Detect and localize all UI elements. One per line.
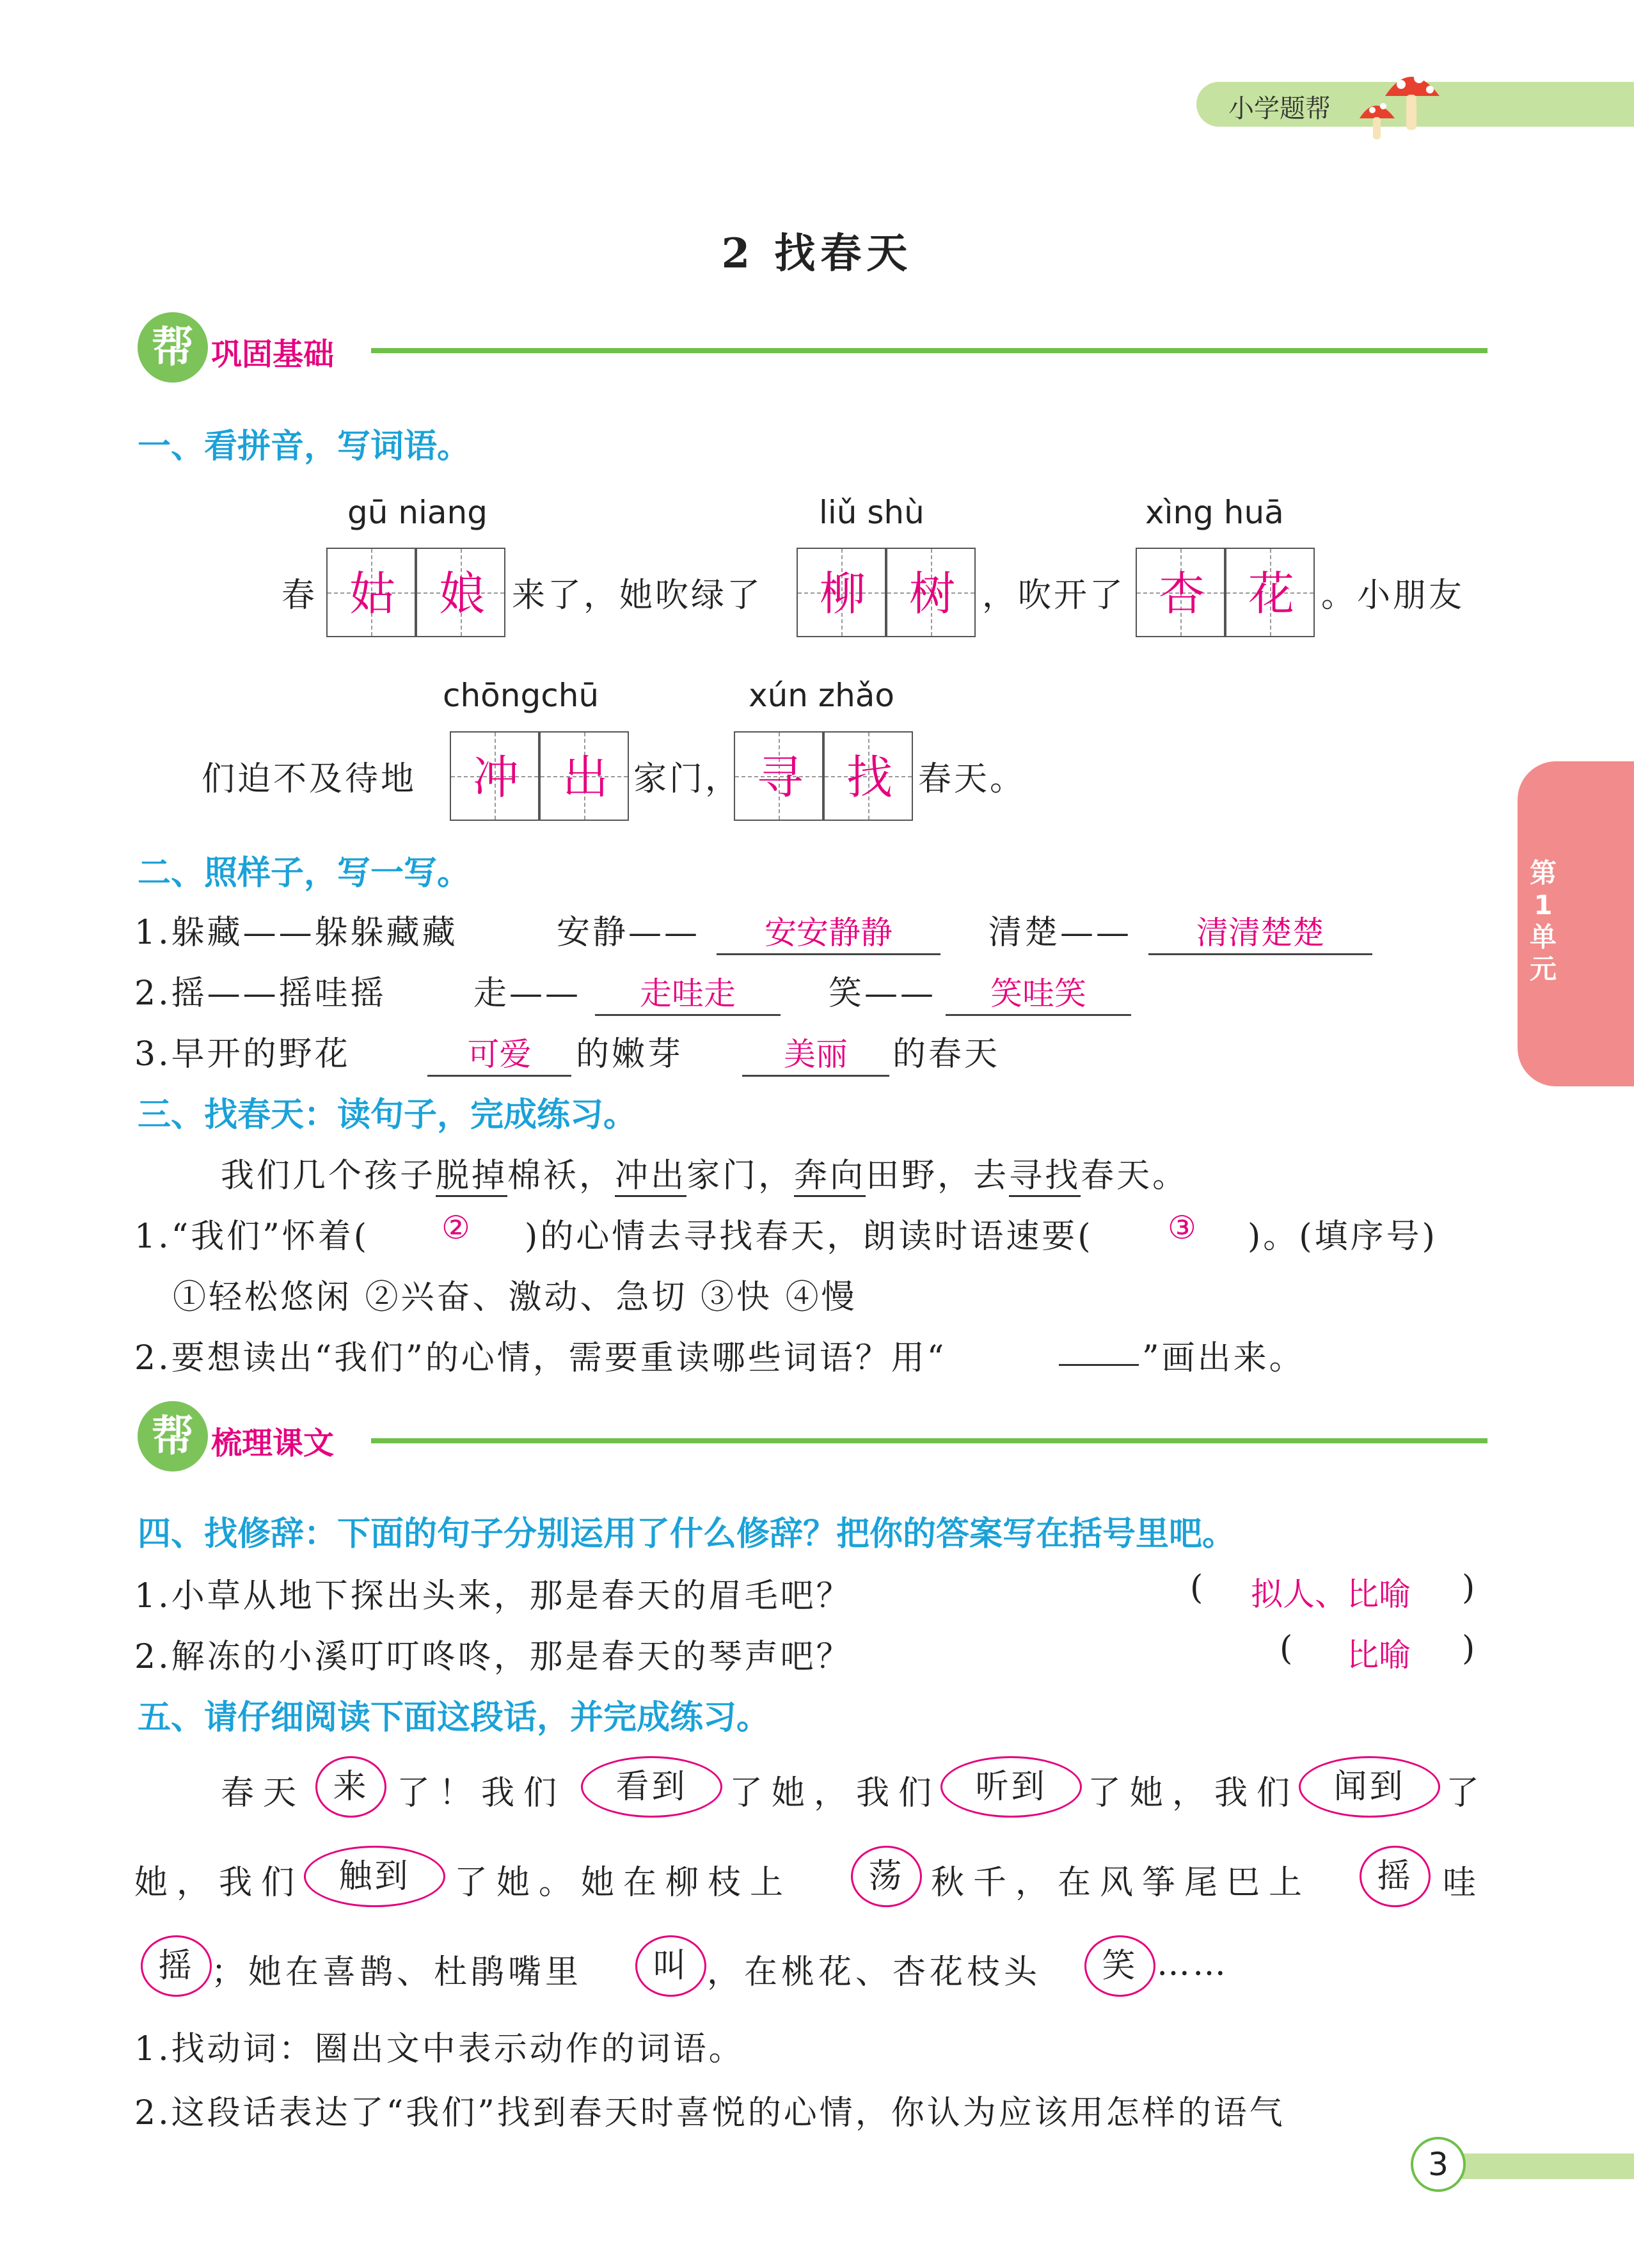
text: 们迫不及待地	[202, 760, 417, 798]
text: 家门，	[686, 1157, 795, 1195]
text: 2.这段话表达了“我们”找到春天时喜悦的心情，你认为应该用怎样的语气	[134, 2094, 1285, 2132]
q1-heading: 一、看拼音，写词语。	[138, 427, 471, 466]
text: 1.找动词：圈出文中表示动作的词语。	[134, 2030, 745, 2068]
circled-verb[interactable]: 荡	[851, 1846, 922, 1907]
text: 春	[282, 576, 318, 615]
answer[interactable]: 比喻	[1347, 1637, 1411, 1674]
answer-blank[interactable]: 可爱	[427, 1029, 571, 1077]
text: 哇	[1443, 1864, 1479, 1902]
q2-heading: 二、照样子，写一写。	[138, 854, 471, 892]
text: 走——	[473, 974, 582, 1013]
underlined-word[interactable]: 冲出	[615, 1157, 686, 1197]
paren: )	[1462, 1630, 1478, 1668]
text: 的嫩芽	[576, 1035, 684, 1074]
circled-verb[interactable]: 来	[315, 1756, 386, 1818]
text: 棉袄，	[507, 1157, 615, 1195]
circled-verb[interactable]: 叫	[635, 1935, 706, 1997]
answer-choice[interactable]: ③	[1168, 1209, 1196, 1246]
circled-verb[interactable]: 听到	[940, 1756, 1082, 1818]
answer-blank[interactable]: 安安静静	[717, 907, 940, 955]
text: 来了，她吹绿了	[512, 576, 763, 615]
paren: (	[1190, 1569, 1206, 1607]
text: 家门，	[633, 760, 742, 798]
text: 春天。	[1081, 1157, 1189, 1195]
text: 田野，去	[866, 1157, 1010, 1195]
paren: (	[1280, 1630, 1296, 1668]
writing-box[interactable]	[539, 731, 629, 821]
answer[interactable]: 拟人、比喻	[1251, 1576, 1411, 1613]
circled-verb[interactable]: 摇	[141, 1935, 212, 1997]
writing-box[interactable]	[734, 731, 823, 821]
section-badge: 帮	[138, 312, 208, 383]
text: 1.小草从地下探出头来，那是春天的眉毛吧？	[134, 1577, 852, 1615]
text: 她，我们	[134, 1864, 304, 1902]
section-divider	[371, 348, 1487, 353]
answer-char: 姑	[349, 567, 395, 621]
section-label: 梳理课文	[211, 1425, 335, 1461]
text: 1.“我们”怀着(	[134, 1217, 370, 1256]
writing-box[interactable]	[416, 548, 505, 637]
text: 了她，我们	[729, 1774, 941, 1812]
underlined-word[interactable]: 寻找	[1009, 1157, 1081, 1197]
q4-heading: 四、找修辞：下面的句子分别运用了什么修辞？把你的答案写在括号里吧。	[138, 1515, 1236, 1553]
answer-char: 杏	[1158, 567, 1205, 621]
brand-label: 小学题帮	[1228, 94, 1331, 123]
section-divider	[371, 1438, 1487, 1443]
section-label: 巩固基础	[211, 337, 335, 372]
text: ，在桃花、杏花枝头	[707, 1953, 1042, 1992]
answer-char: 出	[562, 750, 608, 804]
pinyin: liǔ shù	[819, 494, 924, 531]
text: ”画出来。	[1142, 1339, 1305, 1377]
text: 的春天	[892, 1035, 1001, 1074]
circled-verb[interactable]: 笑	[1084, 1935, 1155, 1997]
text: 安静——	[557, 914, 701, 952]
writing-box[interactable]	[886, 548, 976, 637]
text: ……	[1157, 1945, 1228, 1983]
text: 2.要想读出“我们”的心情，需要重读哪些词语？用“	[134, 1339, 947, 1377]
unit-label: 第1单元	[1529, 857, 1557, 985]
pinyin: xún zhǎo	[749, 677, 895, 714]
answer-char: 冲	[472, 750, 519, 804]
text: 了她，我们	[1088, 1774, 1299, 1812]
answer-char: 树	[908, 567, 955, 621]
writing-box[interactable]	[450, 731, 539, 821]
underline-sample	[1059, 1364, 1139, 1366]
text: ；她在喜鹊、杜鹃嘴里	[211, 1953, 583, 1992]
circled-verb[interactable]: 闻到	[1299, 1756, 1440, 1818]
text: 2.解冻的小溪叮叮咚咚，那是春天的琴声吧？	[134, 1638, 852, 1676]
writing-box[interactable]	[1225, 548, 1315, 637]
text: 了	[1446, 1774, 1482, 1812]
pinyin: xìng huā	[1145, 494, 1284, 531]
text: 2.摇——摇哇摇	[134, 974, 386, 1013]
answer-char: 柳	[819, 567, 866, 621]
text: 笑——	[829, 974, 937, 1013]
text: 1.躲藏——躲躲藏藏	[134, 914, 458, 952]
circled-verb[interactable]: 摇	[1360, 1846, 1431, 1907]
answer-char: 花	[1248, 567, 1294, 621]
text: 清楚——	[988, 914, 1132, 952]
mushroom-icon	[1350, 51, 1465, 147]
underlined-word[interactable]: 脱掉	[436, 1157, 507, 1197]
section-badge: 帮	[138, 1401, 208, 1471]
answer-char: 找	[846, 750, 892, 804]
text: 春天	[221, 1774, 306, 1812]
text: 3.早开的野花	[134, 1035, 351, 1074]
writing-box[interactable]	[797, 548, 886, 637]
underlined-word[interactable]: 奔向	[794, 1157, 866, 1197]
q3-heading: 三、找春天：读句子，完成练习。	[138, 1096, 637, 1134]
text: 了她。她在柳枝上	[454, 1864, 793, 1902]
page-title: 2 找春天	[721, 230, 913, 278]
answer-choice[interactable]: ②	[441, 1209, 470, 1246]
answer-blank[interactable]: 笑哇笑	[946, 968, 1131, 1016]
pinyin: chōngchū	[443, 677, 599, 714]
text: 了！我们	[397, 1774, 566, 1812]
page-number: 3	[1411, 2137, 1466, 2192]
options: ①轻松悠闲 ②兴奋、激动、急切 ③快 ④慢	[173, 1278, 857, 1317]
text: 我们几个孩子	[221, 1157, 436, 1195]
footer-bar	[1440, 2153, 1634, 2179]
text: ，吹开了	[982, 576, 1126, 615]
text: 。小朋友	[1321, 576, 1465, 615]
paren: )	[1462, 1569, 1478, 1607]
writing-box[interactable]	[1136, 548, 1225, 637]
answer-blank[interactable]: 清清楚楚	[1148, 907, 1372, 955]
text: 秋千，在风筝尾巴上	[931, 1864, 1312, 1902]
text: 春天。	[918, 760, 1026, 798]
text: )。(填序号)	[1248, 1217, 1438, 1256]
passage-sentence	[221, 1148, 1188, 1196]
text: )的心情去寻找春天，朗读时语速要(	[525, 1217, 1093, 1256]
q5-heading: 五、请仔细阅读下面这段话，并完成练习。	[138, 1699, 770, 1737]
circled-verb[interactable]: 触到	[304, 1846, 445, 1907]
answer-char: 娘	[438, 567, 485, 621]
circled-verb[interactable]: 看到	[581, 1756, 722, 1818]
answer-blank[interactable]: 美丽	[742, 1029, 889, 1077]
pinyin: gū niang	[347, 494, 488, 531]
writing-box[interactable]	[326, 548, 416, 637]
answer-blank[interactable]: 走哇走	[595, 968, 781, 1016]
answer-char: 寻	[756, 750, 803, 804]
writing-box[interactable]	[823, 731, 913, 821]
